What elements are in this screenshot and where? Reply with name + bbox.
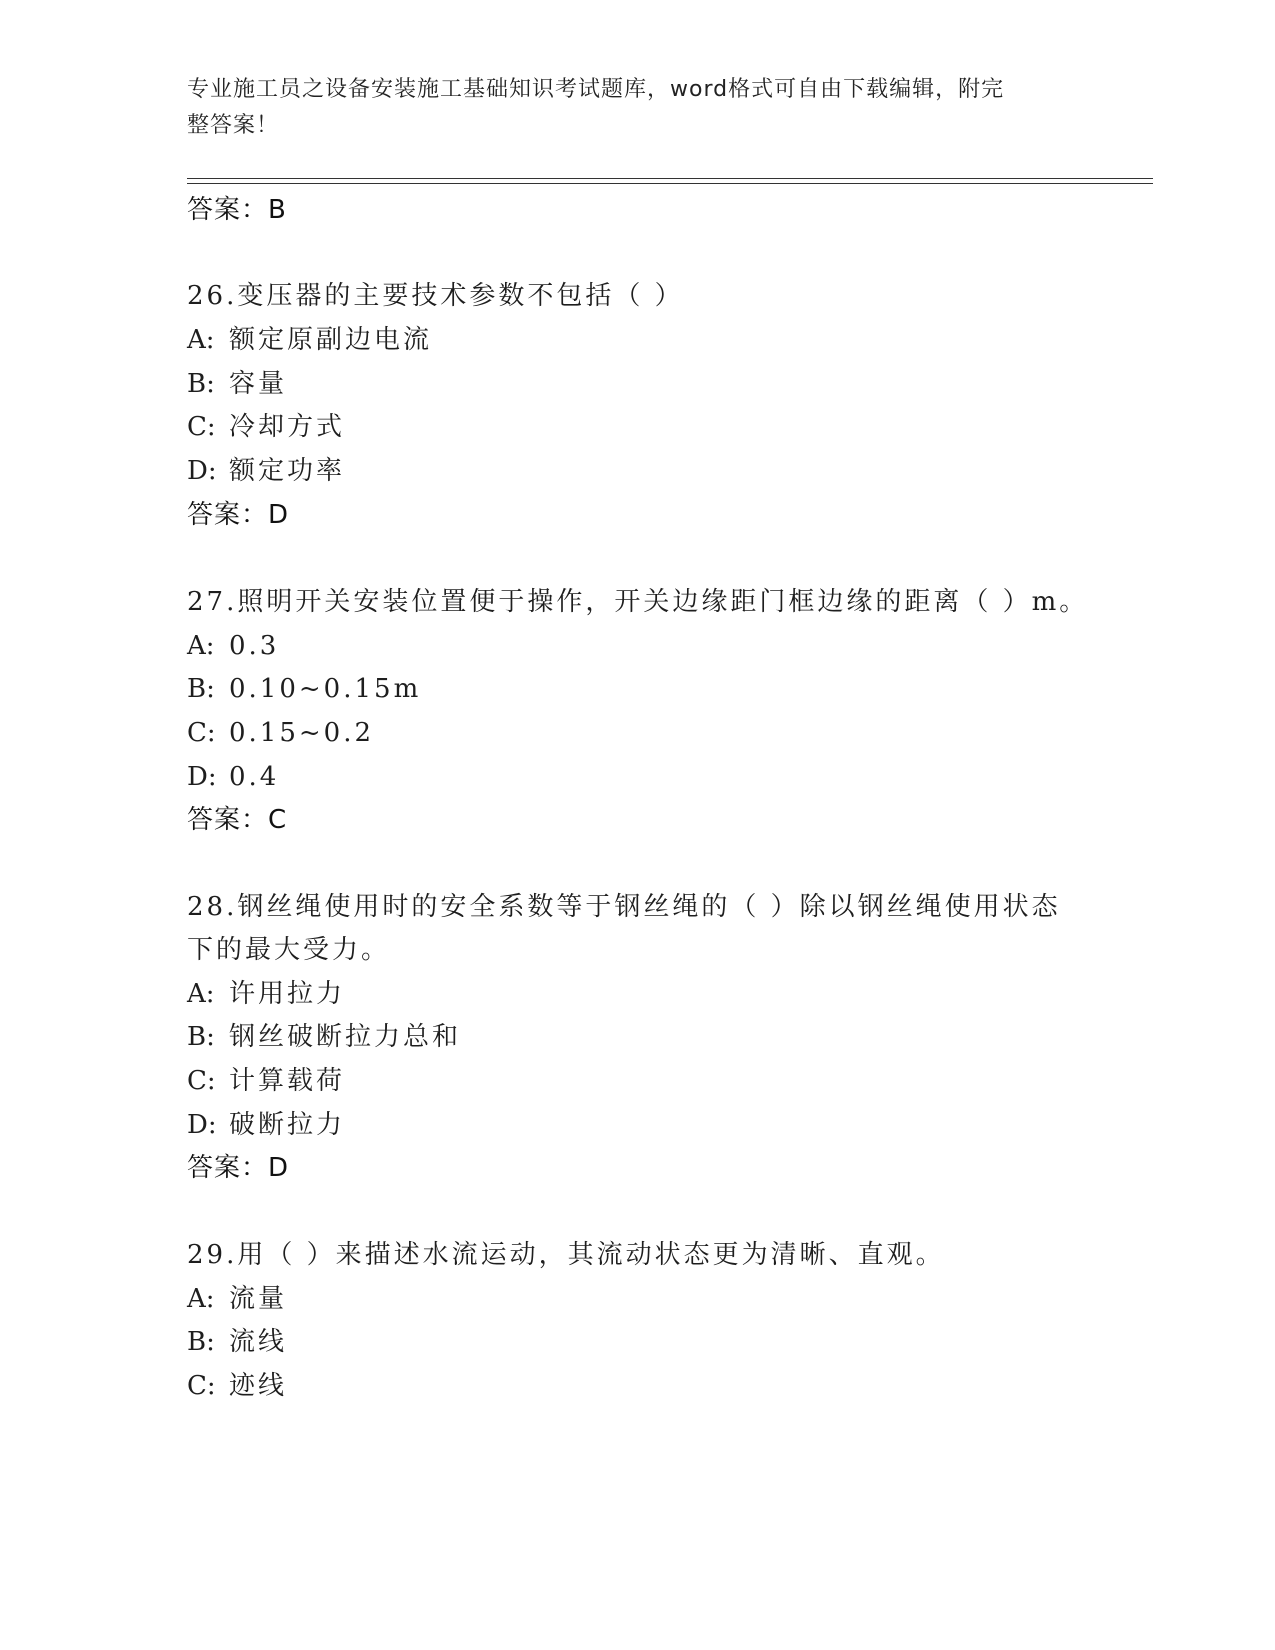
question-27-option-d <box>187 759 279 795</box>
answer-prev: 答案：B <box>187 195 287 225</box>
question-28-stem-line-2: 下的最大受力。 <box>187 935 391 965</box>
option-text: 流线 <box>229 1327 288 1357</box>
option-label: A: <box>187 1284 215 1314</box>
option-label: C: <box>187 412 216 442</box>
option-label: D: <box>187 456 217 486</box>
question-28-option-d <box>187 1107 345 1143</box>
option-label: C: <box>187 1066 216 1096</box>
option-text: 额定原副边电流 <box>229 325 433 355</box>
question-27-option-a <box>187 628 279 664</box>
option-text: 计算载荷 <box>229 1066 346 1096</box>
header-divider-top <box>187 178 1153 179</box>
header-line-1: 专业施工员之设备安装施工基础知识考试题库，word格式可自由下载编辑，附完 <box>187 77 1005 102</box>
option-label: D: <box>187 1110 217 1140</box>
question-27-answer: 答案：C <box>187 805 288 835</box>
header-divider-bottom <box>187 183 1153 184</box>
question-29-option-c <box>187 1368 287 1404</box>
option-label: A: <box>187 325 215 355</box>
question-27-option-c <box>187 715 374 751</box>
question-27-option-b <box>187 671 421 707</box>
question-26-option-d <box>187 453 345 489</box>
question-26-option-a <box>187 322 432 358</box>
option-text: 0.4 <box>229 762 280 792</box>
question-29-option-a <box>187 1281 287 1317</box>
option-label: A: <box>187 631 215 661</box>
option-label: C: <box>187 718 216 748</box>
option-text: 额定功率 <box>229 456 346 486</box>
option-label: B: <box>187 1022 215 1052</box>
option-label: C: <box>187 1371 216 1401</box>
question-26-stem: 26.变压器的主要技术参数不包括（ ） <box>187 281 684 311</box>
option-text: 0.10~0.15m <box>229 674 422 704</box>
option-text: 破断拉力 <box>229 1110 346 1140</box>
question-27-stem: 27.照明开关安装位置便于操作，开关边缘距门框边缘的距离（ ）m。 <box>187 587 1089 617</box>
option-text: 钢丝破断拉力总和 <box>229 1022 462 1052</box>
question-28-option-a <box>187 976 345 1012</box>
question-28-answer: 答案：D <box>187 1153 290 1183</box>
question-28-option-c <box>187 1063 345 1099</box>
question-29-stem: 29.用（ ）来描述水流运动，其流动状态更为清晰、直观。 <box>187 1240 945 1270</box>
option-label: D: <box>187 762 217 792</box>
header-line-2: 整答案！ <box>187 113 280 138</box>
question-26-option-c <box>187 409 345 445</box>
option-text: 冷却方式 <box>229 412 346 442</box>
document-header <box>187 72 1067 144</box>
question-28-option-b <box>187 1019 461 1055</box>
option-text: 0.15~0.2 <box>229 718 375 748</box>
question-26-answer: 答案：D <box>187 500 290 530</box>
option-text: 流量 <box>229 1284 288 1314</box>
option-label: A: <box>187 979 215 1009</box>
question-28-stem-line-1: 28.钢丝绳使用时的安全系数等于钢丝绳的（ ）除以钢丝绳使用状态 <box>187 892 1061 922</box>
question-26-option-b <box>187 366 287 402</box>
option-text: 迹线 <box>229 1371 288 1401</box>
question-29-option-b <box>187 1324 287 1360</box>
option-label: B: <box>187 1327 215 1357</box>
option-text: 0.3 <box>229 631 280 661</box>
option-text: 许用拉力 <box>229 979 346 1009</box>
option-label: B: <box>187 674 215 704</box>
option-label: B: <box>187 369 215 399</box>
option-text: 容量 <box>229 369 288 399</box>
